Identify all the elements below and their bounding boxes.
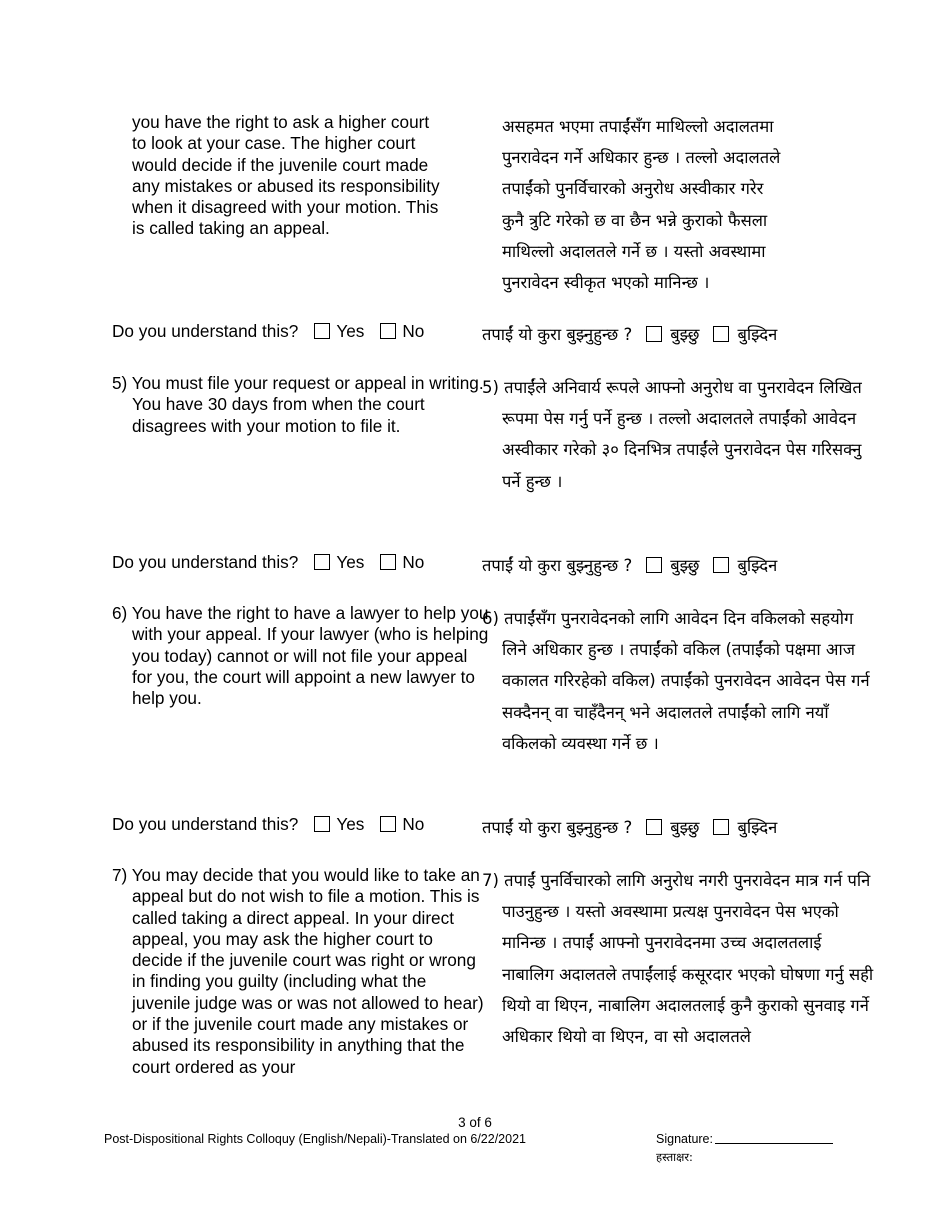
no-checkbox[interactable]	[380, 323, 396, 339]
no-checkbox-nepali[interactable]	[713, 326, 729, 342]
no-label: No	[402, 321, 425, 341]
yes-label: Yes	[336, 321, 365, 341]
understand-question-1-nepali	[482, 324, 777, 346]
item-5-english: 5) You must file your request or appeal in writing. You have 30 days from when the court disagrees with your motion to file it.	[112, 373, 484, 436]
yes-checkbox-nepali[interactable]	[646, 326, 662, 342]
yes-checkbox[interactable]	[314, 554, 330, 570]
no-label: No	[402, 552, 425, 572]
no-label-nepali: बुझ्दिन	[737, 325, 778, 344]
question-label-nepali: तपाईं यो कुरा बुझ्नुहुन्छ ?	[482, 325, 633, 344]
understand-question-3-nepali	[482, 817, 777, 839]
item-7-english: 7) You may decide that you would like to take an appeal but do not wish to file a motion. This is called taking a direct appeal. In your direct appeal, you may ask the higher court to decide if the juvenile court was right or wrong in finding you guilty (including what the juvenile judge was or was not allowed to hear) or if the juvenile court made any mistakes or abused its responsibility in anything that the court ordered as your	[112, 865, 484, 1077]
form-title: Post-Dispositional Rights Colloquy (English/Nepali)-Translated on 6/22/2021	[104, 1132, 526, 1146]
yes-label: Yes	[336, 552, 365, 572]
yes-label-nepali: बुझ्छु	[670, 325, 700, 344]
item-5-nepali: 5) तपाईंले अनिवार्य रूपले आफ्नो अनुरोध वा पुनरावेदन लिखित रूपमा पेस गर्नु पर्ने हुन्छ । तल्लो अदालतले तपाईंको आवेदन अस्वीकार गरेको ३० दिनभित्र तपाईंले पुनरावेदन पेस गरिसक्नु पर्ने हुन्छ ।	[482, 378, 862, 491]
understand-question-1	[112, 320, 424, 342]
item-6-english: 6) You have the right to have a lawyer to help you with your appeal. If your lawyer (who is helping you today) cannot or will not file your appeal for you, the court will appoint a new lawyer to help you.	[112, 603, 489, 709]
question-label: Do you understand this?	[112, 321, 299, 341]
no-checkbox[interactable]	[380, 816, 396, 832]
no-label-nepali: बुझ्दिन	[737, 818, 778, 837]
signature-field[interactable]	[656, 1131, 833, 1147]
question-label: Do you understand this?	[112, 552, 299, 572]
yes-label-nepali: बुझ्छु	[670, 818, 700, 837]
signature-label-nepali: हस्ताक्षर:	[656, 1150, 693, 1164]
yes-label-nepali: बुझ्छु	[670, 556, 700, 575]
no-checkbox-nepali[interactable]	[713, 557, 729, 573]
no-checkbox-nepali[interactable]	[713, 819, 729, 835]
no-label-nepali: बुझ्दिन	[737, 556, 778, 575]
understand-question-2-nepali	[482, 555, 777, 577]
understand-question-3	[112, 813, 424, 835]
understand-question-2	[112, 551, 424, 573]
question-label-nepali: तपाईं यो कुरा बुझ्नुहुन्छ ?	[482, 818, 633, 837]
yes-checkbox[interactable]	[314, 323, 330, 339]
signature-line[interactable]	[715, 1143, 833, 1144]
question-label: Do you understand this?	[112, 814, 299, 834]
yes-checkbox[interactable]	[314, 816, 330, 832]
item-6-nepali: 6) तपाईंसँग पुनरावेदनको लागि आवेदन दिन वकिलको सहयोग लिने अधिकार हुन्छ । तपाईंको वकिल (तपाईंको पक्षमा आज वकालत गरिरहेको वकिल) तपाईंको पुनरावेदन आवेदन पेस गर्न सक्दैनन् वा चाहँदैनन् भने अदालतले तपाईंको लागि नयाँ वकिलको व्यवस्था गर्ने छ ।	[482, 609, 870, 753]
yes-checkbox-nepali[interactable]	[646, 819, 662, 835]
continuation-text-english: you have the right to ask a higher court to look at your case. The higher court would decide if the juvenile court made any mistakes or abused its responsibility when it disagreed with your motion. This is called taking an appeal.	[132, 112, 440, 239]
no-label: No	[402, 814, 425, 834]
no-checkbox[interactable]	[380, 554, 396, 570]
page-number: 3 of 6	[458, 1115, 492, 1130]
item-7-nepali: 7) तपाईं पुनर्विचारको लागि अनुरोध नगरी पुनरावेदन मात्र गर्न पनि पाउनुहुन्छ । यस्तो अवस्थामा प्रत्यक्ष पुनरावेदन पेस भएको मानिन्छ । तपाईं आफ्नो पुनरावेदनमा उच्च अदालतलाई नाबालिग अदालतले तपाईंलाई कसूरदार भएको घोषणा गर्नु सही थियो वा थिएन, नाबालिग अदालतलाई कुनै कुराको सुनवाइ गर्ने अधिकार थियो वा थिएन, वा सो अदालतले	[482, 871, 874, 1047]
signature-label: Signature:	[656, 1132, 713, 1146]
question-label-nepali: तपाईं यो कुरा बुझ्नुहुन्छ ?	[482, 556, 633, 575]
continuation-text-nepali: असहमत भएमा तपाईंसँग माथिल्लो अदालतमा पुनरावेदन गर्ने अधिकार हुन्छ । तल्लो अदालतले तपाईंको पुनर्विचारको अनुरोध अस्वीकार गरेर कुनै त्रुटि गरेको छ वा छैन भन्ने कुराको फैसला माथिल्लो अदालतले गर्ने छ । यस्तो अवस्थामा पुनरावेदन स्वीकृत भएको मानिन्छ ।	[502, 117, 781, 293]
yes-checkbox-nepali[interactable]	[646, 557, 662, 573]
yes-label: Yes	[336, 814, 365, 834]
